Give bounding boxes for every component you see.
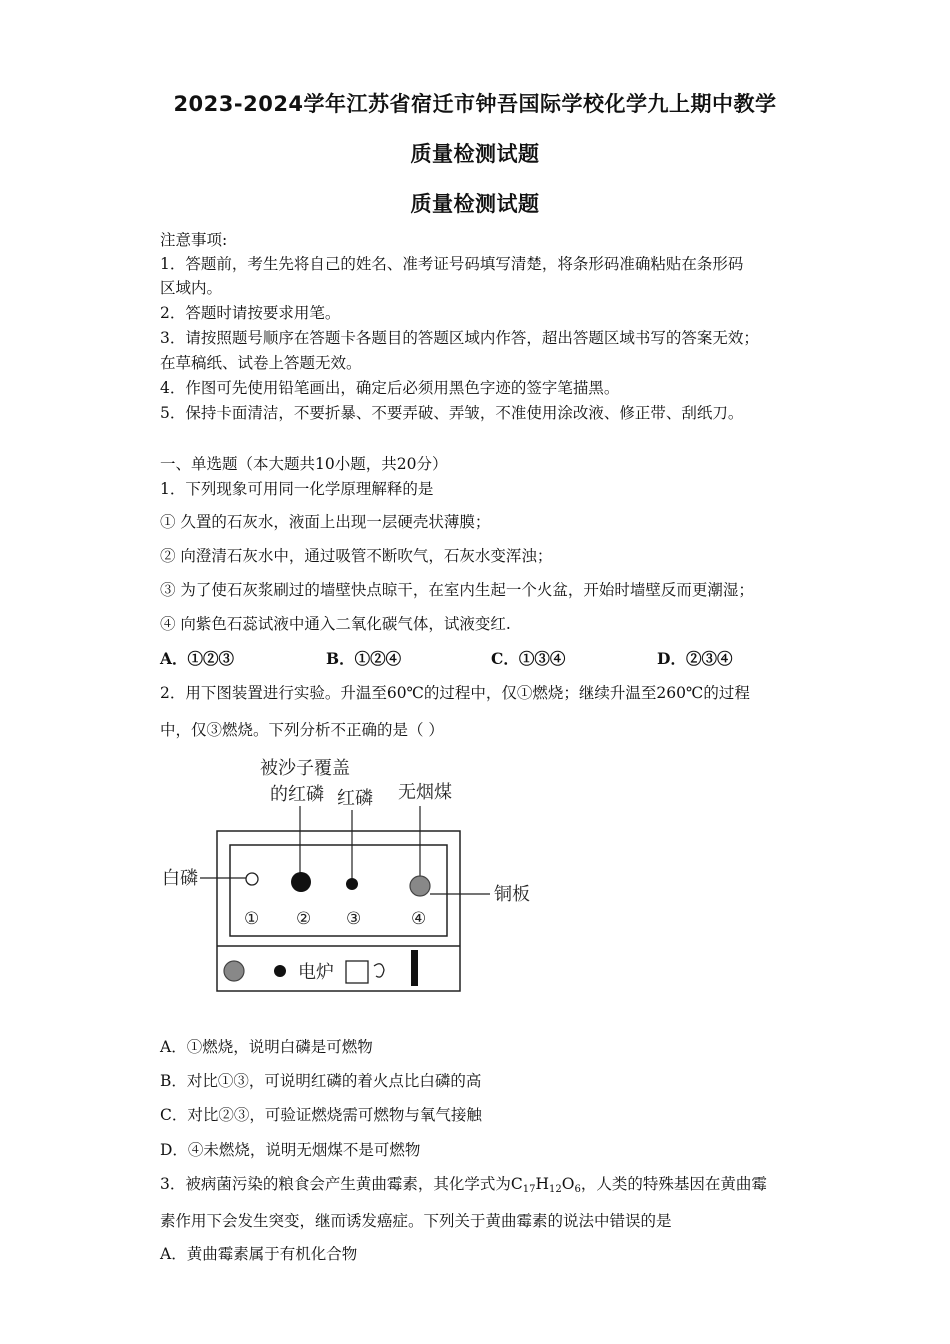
q3-option-a[interactable]: A．黄曲霉素属于有机化合物 (160, 1245, 358, 1263)
label-num-3: ③ (346, 909, 362, 929)
label-white-phosphorus: 白磷 (162, 868, 198, 889)
label-smokeless-coal: 无烟煤 (398, 782, 452, 803)
q3-mid-1: H (535, 1175, 549, 1193)
label-electric-stove: 电炉 (298, 962, 334, 983)
notes-item: 1．答题前，考生先将自己的姓名、准考证号码填写清楚，将条形码准确粘贴在条形码 (160, 255, 744, 273)
label-sand-covered-1: 被沙子覆盖 (260, 758, 350, 779)
q3-stem-line-1 (160, 1172, 767, 1195)
label-num-1: ① (244, 909, 260, 929)
q3-sub-2: 12 (549, 1184, 562, 1195)
label-red-phosphorus: 红磷 (337, 788, 373, 809)
notes-item: 区域内。 (160, 279, 223, 297)
q3-stem-line-2: 素作用下会发生突变，继而诱发癌症。下列关于黄曲霉素的说法中错误的是 (160, 1212, 672, 1230)
title-line-1: 2023-2024学年江苏省宿迁市钟吾国际学校化学九上期中教学 (173, 92, 777, 116)
notes-item: 在草稿纸、试卷上答题无效。 (160, 354, 362, 372)
q3-mid-2: O (561, 1175, 575, 1193)
notes-item: 4．作图可先使用铅笔画出，确定后必须用黑色字迹的签字笔描黑。 (160, 379, 620, 397)
stove-black-bar (411, 950, 418, 986)
q3-sub-1: 17 (522, 1184, 536, 1195)
q2-stem-line-1: 2．用下图装置进行实验。升温至60℃的过程中，仅①燃烧；继续升温至260℃的过程 (160, 684, 750, 702)
stove-black-dot (274, 965, 286, 977)
sand-covered-red-phosphorus-dot (291, 872, 311, 892)
label-num-4: ④ (411, 909, 427, 929)
title-line-2: 质量检测试题 (410, 142, 540, 166)
q1-option-b[interactable]: B．①②④ (326, 649, 402, 668)
q1-item: ① 久置的石灰水，液面上出现一层硬壳状薄膜； (160, 513, 491, 531)
stove-gray-circle (224, 961, 244, 981)
smokeless-coal-dot (410, 876, 430, 896)
q1-option-a[interactable]: A．①②③ (160, 649, 235, 668)
experiment-figure (150, 750, 550, 1000)
q1-item: ③ 为了使石灰浆刷过的墙壁快点晾干，在室内生起一个火盆，开始时墙壁反而更潮湿； (160, 581, 754, 599)
white-phosphorus-dot (246, 873, 258, 885)
title-line-3: 质量检测试题 (410, 192, 540, 216)
q3-stem-pre: 3．被病菌污染的粮食会产生黄曲霉素，其化学式为C (160, 1175, 523, 1193)
label-copper-plate: 铜板 (494, 884, 530, 905)
q2-option-b[interactable]: B．对比①③，可说明红磷的着火点比白磷的高 (160, 1072, 482, 1090)
q2-option-a[interactable]: A．①燃烧，说明白磷是可燃物 (160, 1038, 373, 1056)
q2-option-c[interactable]: C．对比②③，可验证燃烧需可燃物与氧气接触 (160, 1106, 482, 1124)
notes-item: 2．答题时请按要求用笔。 (160, 304, 341, 322)
q2-option-d[interactable]: D．④未燃烧，说明无烟煤不是可燃物 (160, 1141, 421, 1159)
stove-knob-icon (374, 964, 384, 977)
notes-heading: 注意事项: (160, 231, 228, 249)
q1-item: ② 向澄清石灰水中，通过吸管不断吹气，石灰水变浑浊； (160, 547, 553, 565)
section-heading: 一、单选题（本大题共10小题，共20分） (160, 455, 448, 473)
stove-switch-box (346, 961, 368, 983)
notes-item: 5．保持卡面清洁，不要折暴、不要弄破、弄皱，不准使用涂改液、修正带、刮纸刀。 (160, 404, 744, 422)
label-num-2: ② (296, 909, 312, 929)
q1-item: ④ 向紫色石蕊试液中通入二氧化碳气体，试液变红. (160, 615, 511, 633)
q3-stem-post: ，人类的特殊基因在黄曲霉 (580, 1175, 767, 1193)
q1-stem: 1．下列现象可用同一化学原理解释的是 (160, 480, 434, 498)
q1-option-d[interactable]: D．②③④ (657, 649, 733, 668)
q3-sub-3: 6 (574, 1184, 581, 1195)
notes-item: 3．请按照题号顺序在答题卡各题目的答题区域内作答，超出答题区域书写的答案无效； (160, 329, 759, 347)
q2-stem-line-2: 中，仅③燃烧。下列分析不正确的是（ ） (160, 721, 444, 739)
label-sand-covered-2: 的红磷 (270, 784, 324, 805)
red-phosphorus-dot (346, 878, 358, 890)
q1-option-c[interactable]: C．①③④ (491, 649, 566, 668)
